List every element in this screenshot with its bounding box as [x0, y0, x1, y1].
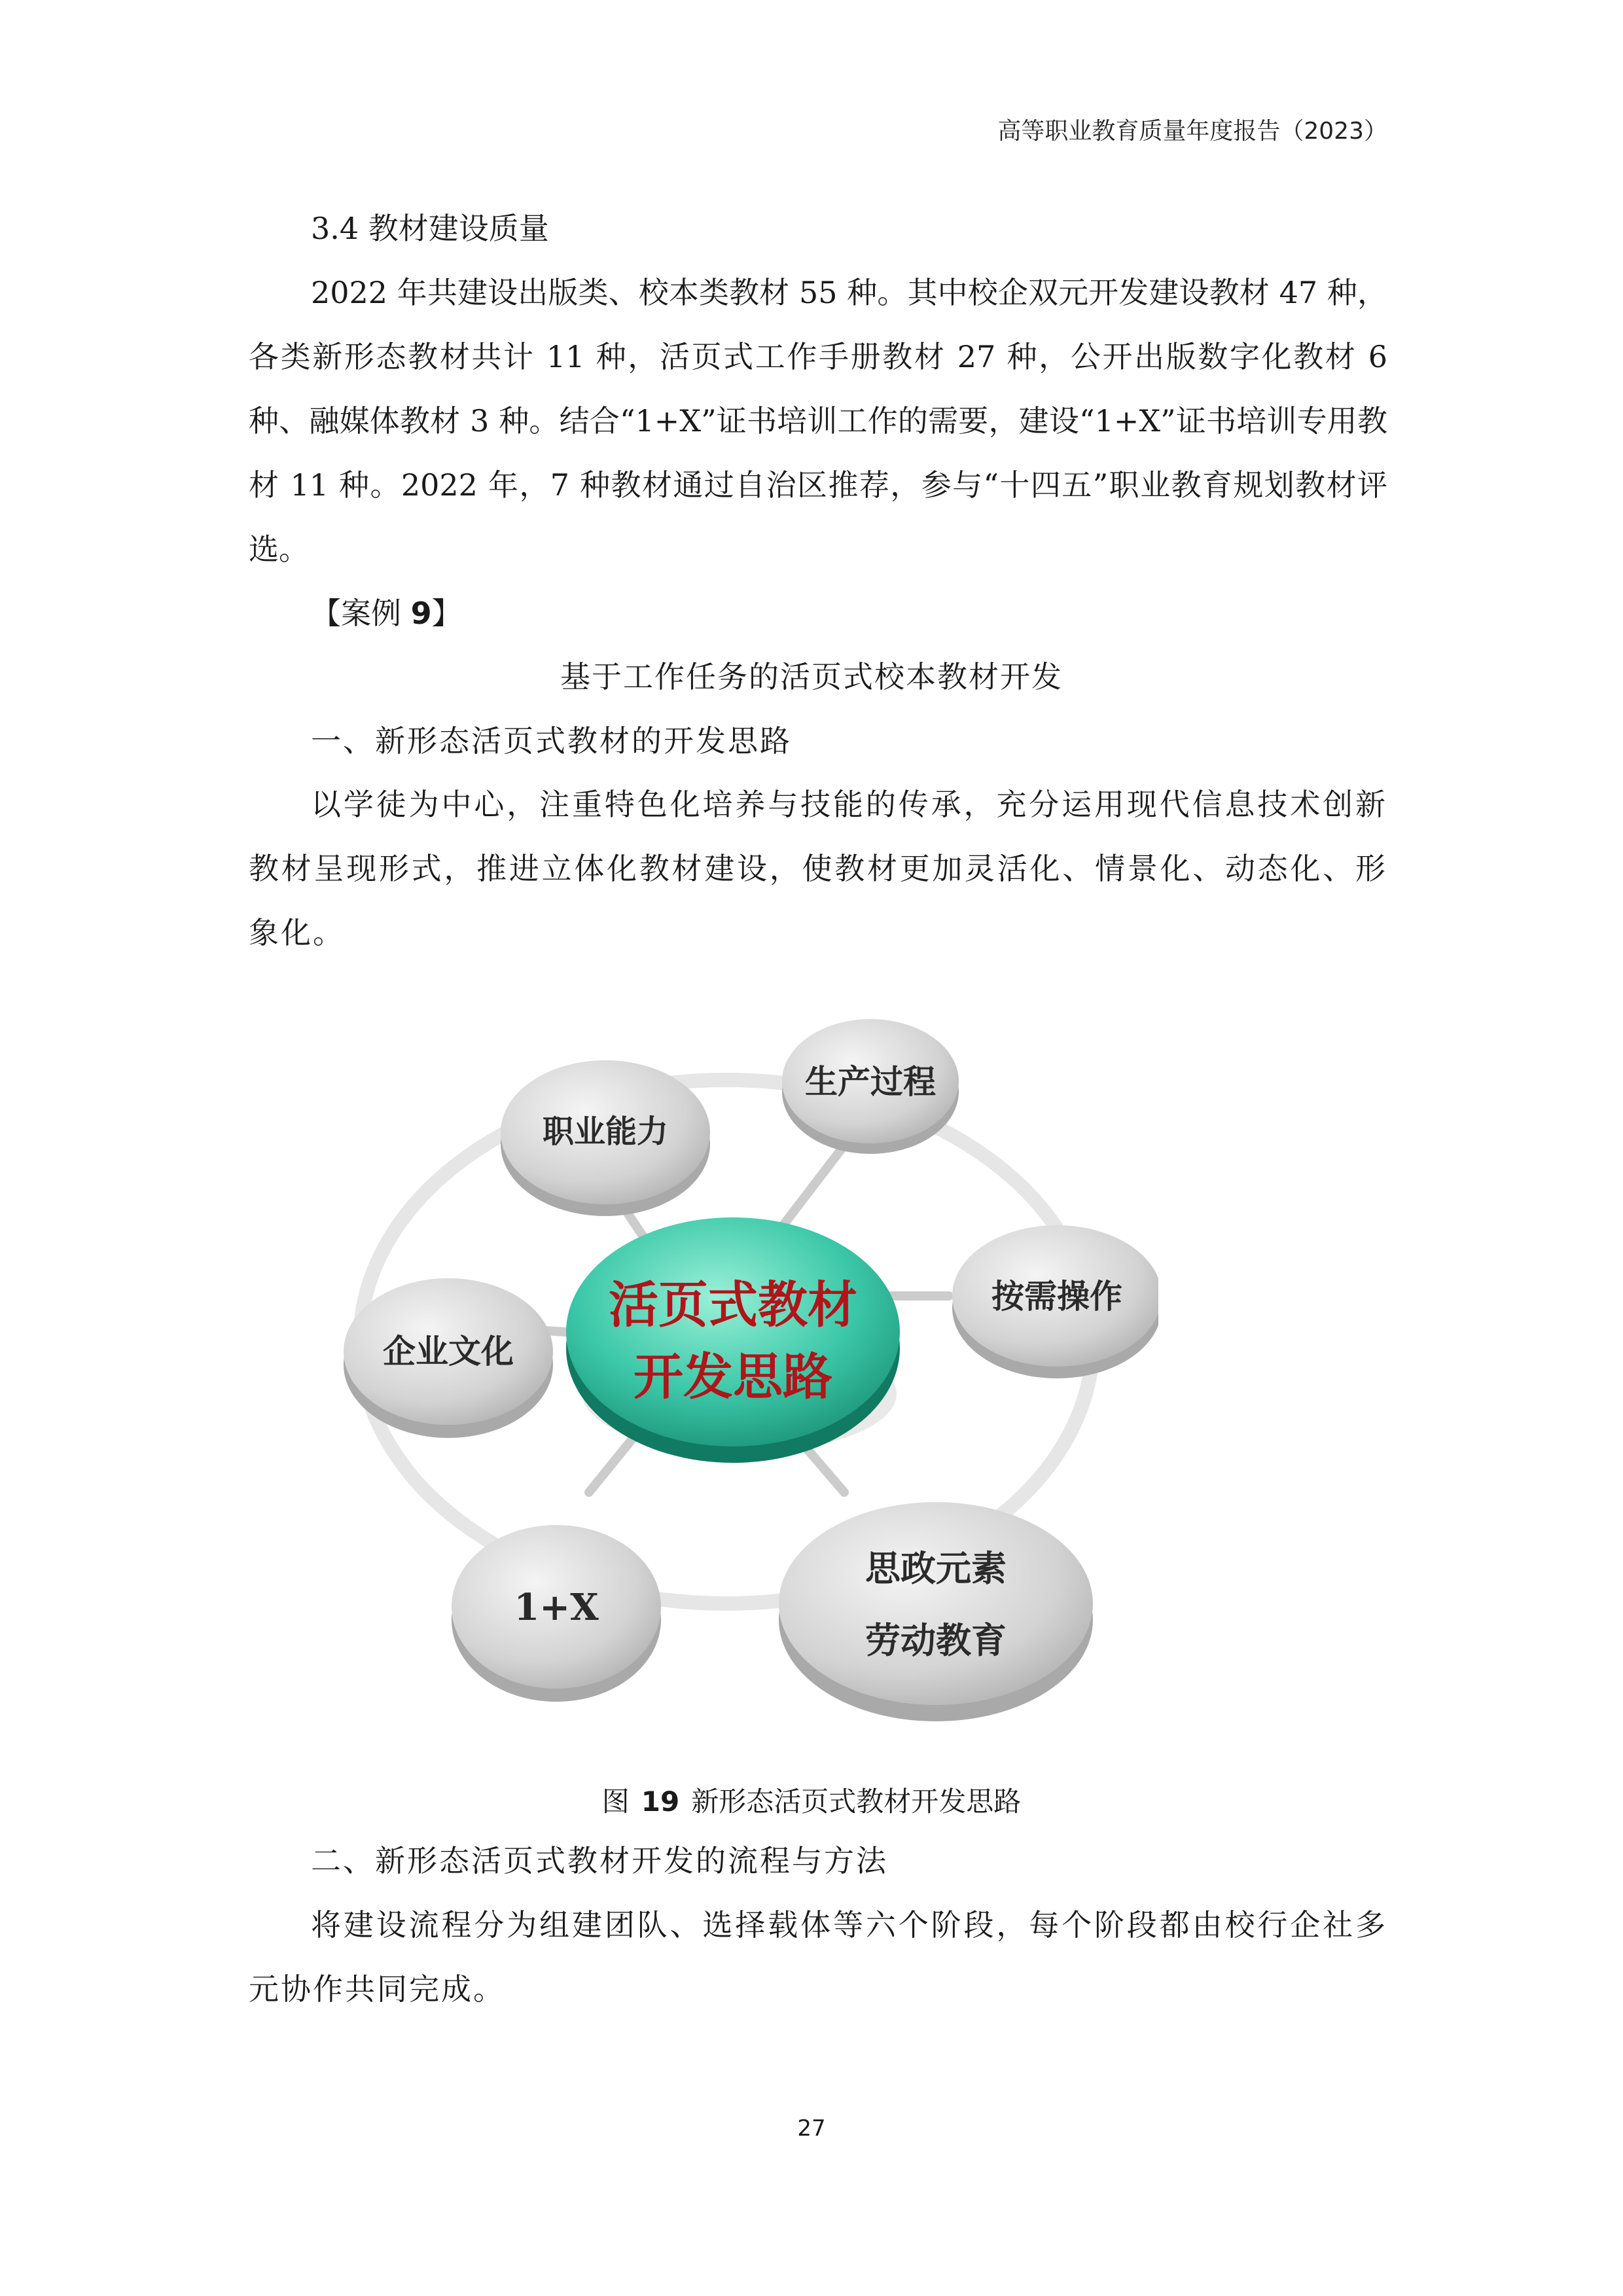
development-ideas-diagram — [308, 995, 1158, 1721]
paragraph-text: 以学徒为中心，注重特色化培养与技能的传承，充分运用现代信息技术创新教材呈现形式，推进立体化教材建设，使教材更加灵活化、情景化、动态化、形象化。 — [249, 787, 1387, 950]
diagram-svg — [308, 995, 1158, 1721]
subheading-process-and-method: 二、新形态活页式教材开发的流程与方法 — [311, 1843, 888, 1878]
node-1-plus-x — [452, 1525, 661, 1702]
case-paragraph-2 — [249, 1893, 1387, 2021]
case-number: 9 — [410, 596, 432, 631]
node-label-line2: 劳动教育 — [865, 1619, 1007, 1661]
paragraph-text: 将建设流程分为组建团队、选择载体等六个阶段，每个阶段都由校行企社多元协作共同完成。 — [249, 1907, 1387, 2007]
section-heading: 3.4 教材建设质量 — [311, 211, 549, 246]
case-title: 基于工作任务的活页式校本教材开发 — [560, 659, 1063, 694]
node-label: 企业文化 — [383, 1332, 514, 1371]
center-label-line1: 活页式教材 — [609, 1276, 857, 1334]
case-label-prefix: 【案例 — [311, 596, 411, 631]
case-label — [311, 581, 462, 645]
caption-text: 新形态活页式教材开发思路 — [691, 1785, 1022, 1818]
center-node — [566, 1217, 900, 1463]
node-label-line1: 思政元素 — [865, 1547, 1007, 1589]
case-paragraph-1 — [249, 772, 1387, 965]
paragraph-text: 2022 年共建设出版类、校本类教材 55 种。其中校企双元开发建设教材 47 种，各类新形态教材共计 11 种，活页式工作手册教材 27 种，公开出版数字化教材 6 种、融媒体教材 3 种。结合“1+X”证书培训工作的需要，建设“1+X”证书培训专用教材 11 种。2022 年，7 种教材通过自治区推荐，参与“十四五”职业教育规划教材评选。 — [249, 275, 1387, 567]
subheading-development-ideas: 一、新形态活页式教材的开发思路 — [311, 723, 792, 759]
section-paragraph — [249, 260, 1387, 581]
node-label: 职业能力 — [542, 1113, 669, 1150]
center-label-line2: 开发思路 — [633, 1348, 832, 1406]
node-label: 生产过程 — [805, 1062, 936, 1101]
node-enterprise-culture — [344, 1278, 553, 1438]
node-on-demand-operation — [952, 1225, 1158, 1378]
caption-number: 19 — [641, 1785, 680, 1818]
node-production-process — [782, 1019, 959, 1154]
node-vocational-ability — [501, 1060, 710, 1216]
caption-prefix: 图 — [601, 1785, 630, 1818]
figure-caption — [0, 1780, 1623, 1820]
page-number: 27 — [797, 2115, 826, 2142]
node-label: 1+X — [514, 1586, 599, 1629]
page-header: 高等职业教育质量年度报告（2023） — [997, 118, 1387, 145]
case-label-suffix: 】 — [431, 596, 462, 631]
node-ideology-labor-education — [779, 1502, 1093, 1721]
node-label: 按需操作 — [991, 1277, 1122, 1316]
